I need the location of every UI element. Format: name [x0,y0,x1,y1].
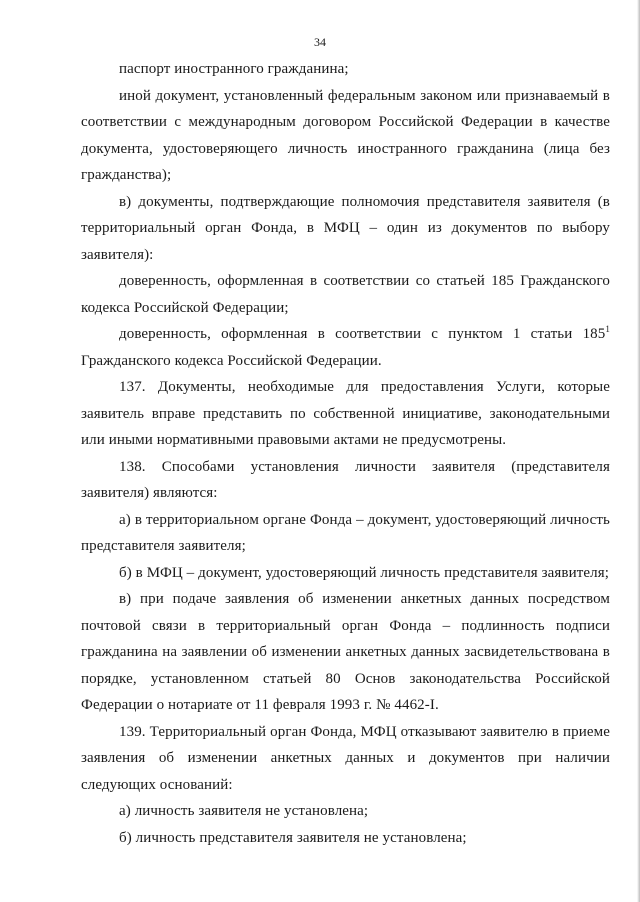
page-body [81,56,610,851]
paragraph-138-a: а) в территориальном органе Фонда – документ, удостоверяющий личность представителя заявителя; [81,511,610,554]
paragraph-139-a: а) личность заявителя не установлена; [119,803,369,819]
paragraph-representative-documents: в) документы, подтверждающие полномочия представителя заявителя (в территориальный орган Фонда, в МФЦ – один из документов по выбору заявителя): [81,193,610,263]
paragraph-138-b: б) в МФЦ – документ, удостоверяющий личность представителя заявителя; [119,564,609,581]
paragraph-138: 138. Способами установления личности заявителя (представителя заявителя) являются: [81,458,610,501]
paragraph-other-document: иной документ, установленный федеральным законом или признаваемый в соответствии с международным договором Российской Федерации в качестве документа, удостоверяющего личность иностранного гражданина (лица без гражданства); [81,87,610,183]
paragraph-power-of-attorney-185-1 [81,321,610,374]
paragraph-text-before: доверенность, оформленная в соответствии с пунктом 1 статьи 185 [119,326,606,342]
paragraph-passport: паспорт иностранного гражданина; [119,61,349,77]
paragraph-138-v: в) при подаче заявления об изменении анкетных данных посредством почтовой связи в территориальный орган Фонда – подлинность подписи гражданина на заявлении об изменении анкетных данных засвидетельствована в порядке, установленном статьей 80 Основ законодательства Российской Федерации о нотариате от 11 февраля 1993 г. № 4462-I. [81,591,610,713]
superscript: 1 [605,324,610,334]
paragraph-139: 139. Территориальный орган Фонда, МФЦ отказывают заявителю в приеме заявления об изменении анкетных данных и документов при наличии следующих оснований: [81,723,610,793]
paragraph-139-b: б) личность представителя заявителя не установлена; [119,829,467,846]
paragraph-power-of-attorney-185: доверенность, оформленная в соответствии со статьей 185 Гражданского кодекса Российской Федерации; [81,273,610,316]
paragraph-137: 137. Документы, необходимые для предоставления Услуги, которые заявитель вправе представить по собственной инициативе, законодательными или иными нормативными правовыми актами не предусмотрены. [81,379,610,448]
paragraph-text-after: Гражданского кодекса Российской Федерации. [81,352,382,369]
page-number: 34 [314,35,326,49]
